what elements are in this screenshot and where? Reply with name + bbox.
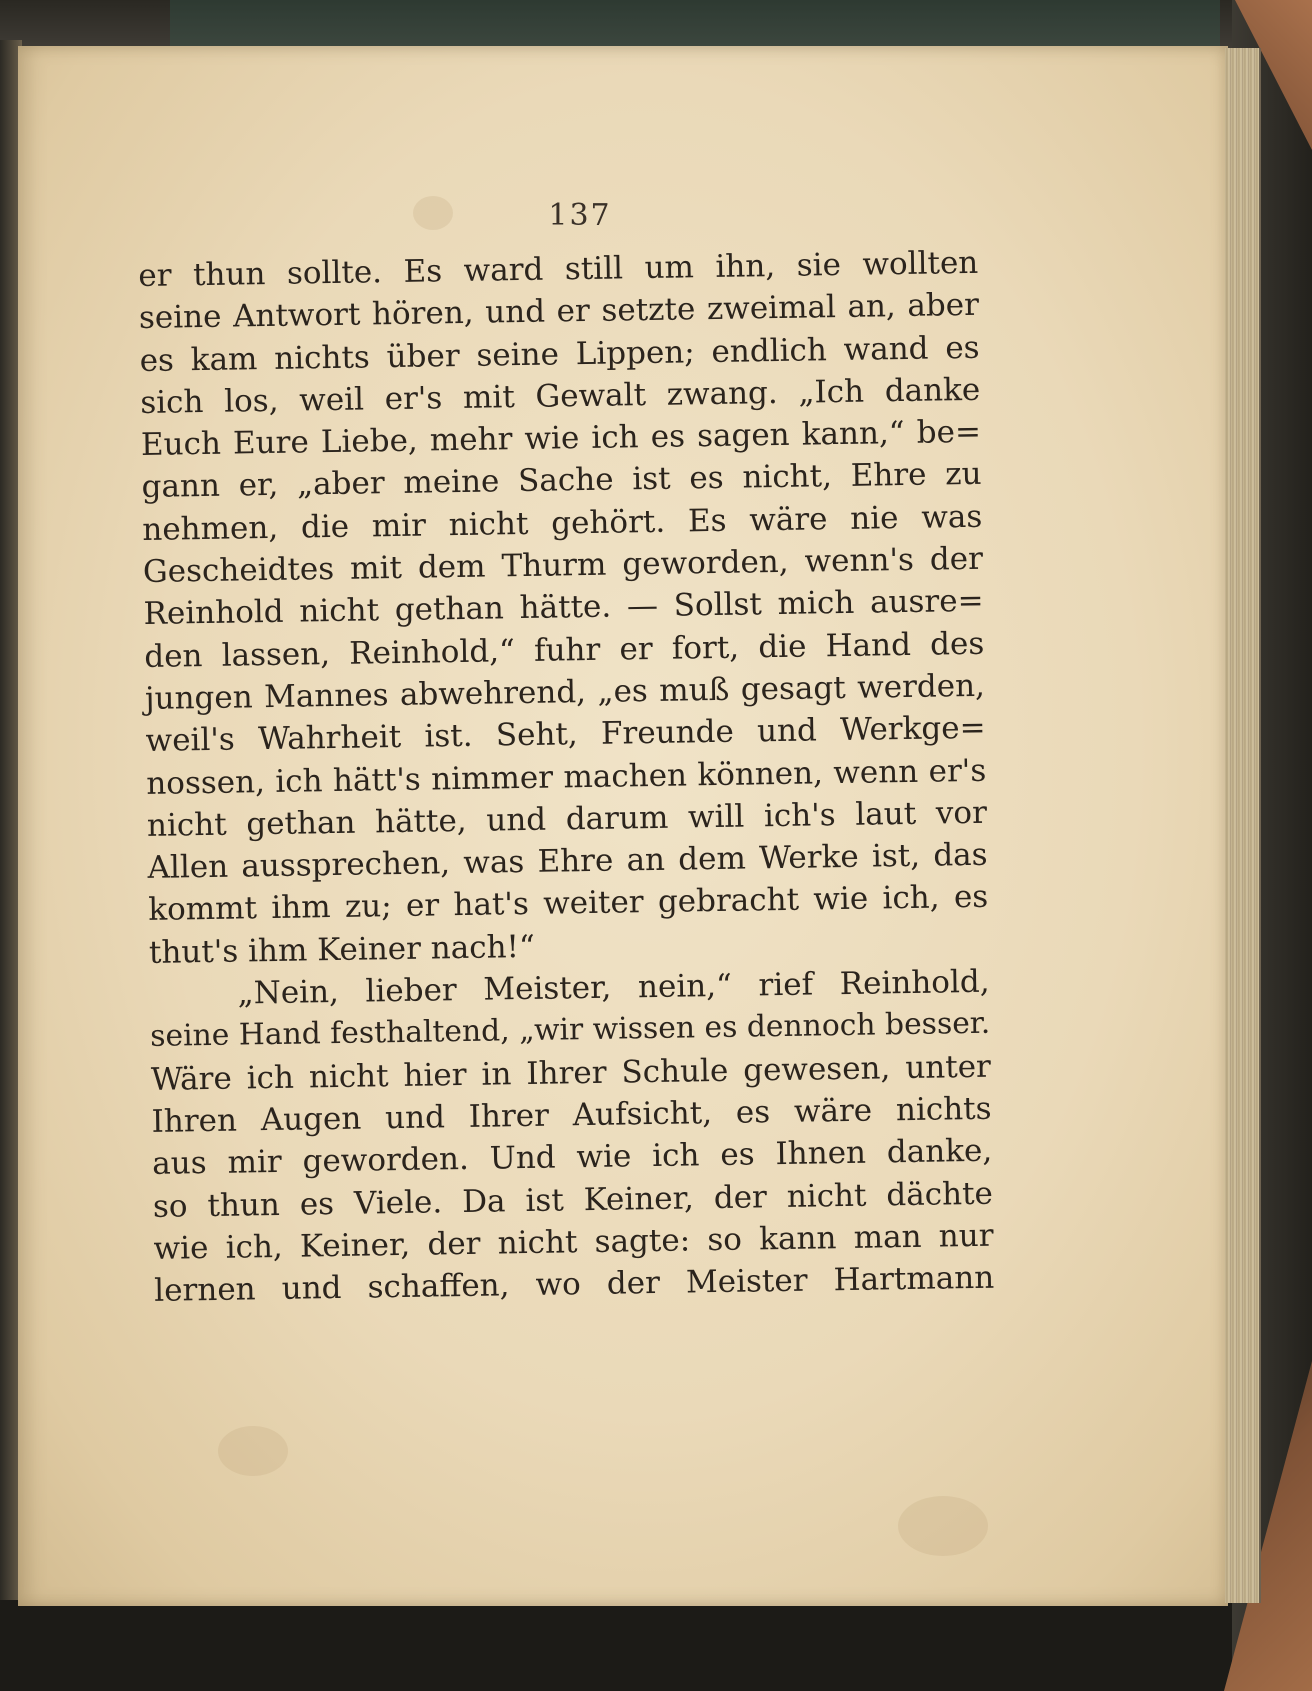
text-line: Gescheidtes mit dem Thurm geworden, wenn's der: [142, 540, 984, 591]
text-line: thut's ihm Keiner nach!“: [148, 928, 536, 971]
book-cover-cloth: [170, 0, 1220, 48]
text-line: aus mir geworden. Und wie ich es Ihnen danke,: [151, 1132, 993, 1183]
text-line: sich los, weil er's mit Gewalt zwang. „Ich danke: [140, 371, 981, 421]
text-line: nehmen, die mir nicht gehört. Es wäre nie was: [142, 498, 983, 548]
text-line: nicht gethan hätte, und darum will ich's laut vor: [146, 794, 988, 844]
text-line: nossen, ich hätt's nimmer machen können, wenn er's: [146, 752, 987, 802]
text-line: Allen aussprechen, was Ehre an dem Werke ist, das: [147, 836, 988, 887]
text-line: Wäre ich nicht hier in Ihrer Schule gewesen, unter: [150, 1048, 992, 1098]
paper-stain: [413, 196, 453, 230]
text-line: den lassen, Reinhold,“ fuhr er fort, die Hand des: [144, 625, 985, 675]
text-line: es kam nichts über seine Lippen; endlich wand es: [139, 329, 980, 379]
text-line: kommt ihm zu; er hat's weiter gebracht wie ich, es: [148, 879, 989, 929]
page-body-text: [138, 242, 995, 1309]
page-number: 137: [548, 198, 612, 233]
text-line: er thun sollte. Es ward still um ihn, sie wollten: [138, 244, 979, 294]
text-line: jungen Mannes abwehrend, „es muß gesagt werden,: [144, 667, 986, 717]
text-line: Ihren Augen und Ihrer Aufsicht, es wäre nichts: [151, 1090, 992, 1140]
text-line: lernen und schaffen, wo der Meister Hartmann: [153, 1259, 995, 1309]
page-edges: [1225, 48, 1261, 1603]
text-line: Euch Eure Liebe, mehr wie ich es sagen kann,“ be=: [140, 413, 982, 464]
text-line: Reinhold nicht gethan hätte. — Sollst mich ausre=: [143, 583, 984, 633]
paper-stain: [898, 1496, 988, 1556]
paper-stain: [218, 1426, 288, 1476]
text-line: seine Antwort hören, und er setzte zweimal an, aber: [138, 287, 980, 337]
text-line: wie ich, Keiner, der nicht sagte: so kann man nur: [153, 1217, 994, 1267]
text-line: „Nein, lieber Meister, nein,“ rief Reinhold,: [237, 963, 990, 1012]
text-line: gann er, „aber meine Sache ist es nicht, Ehre zu: [141, 456, 982, 506]
text-line: so thun es Viele. Da ist Keiner, der nicht dächte: [152, 1175, 994, 1225]
text-line: seine Hand festhaltend, „wir wissen es dennoch besser.: [150, 1006, 991, 1055]
text-line: weil's Wahrheit ist. Seht, Freunde und Werkge=: [145, 710, 986, 760]
